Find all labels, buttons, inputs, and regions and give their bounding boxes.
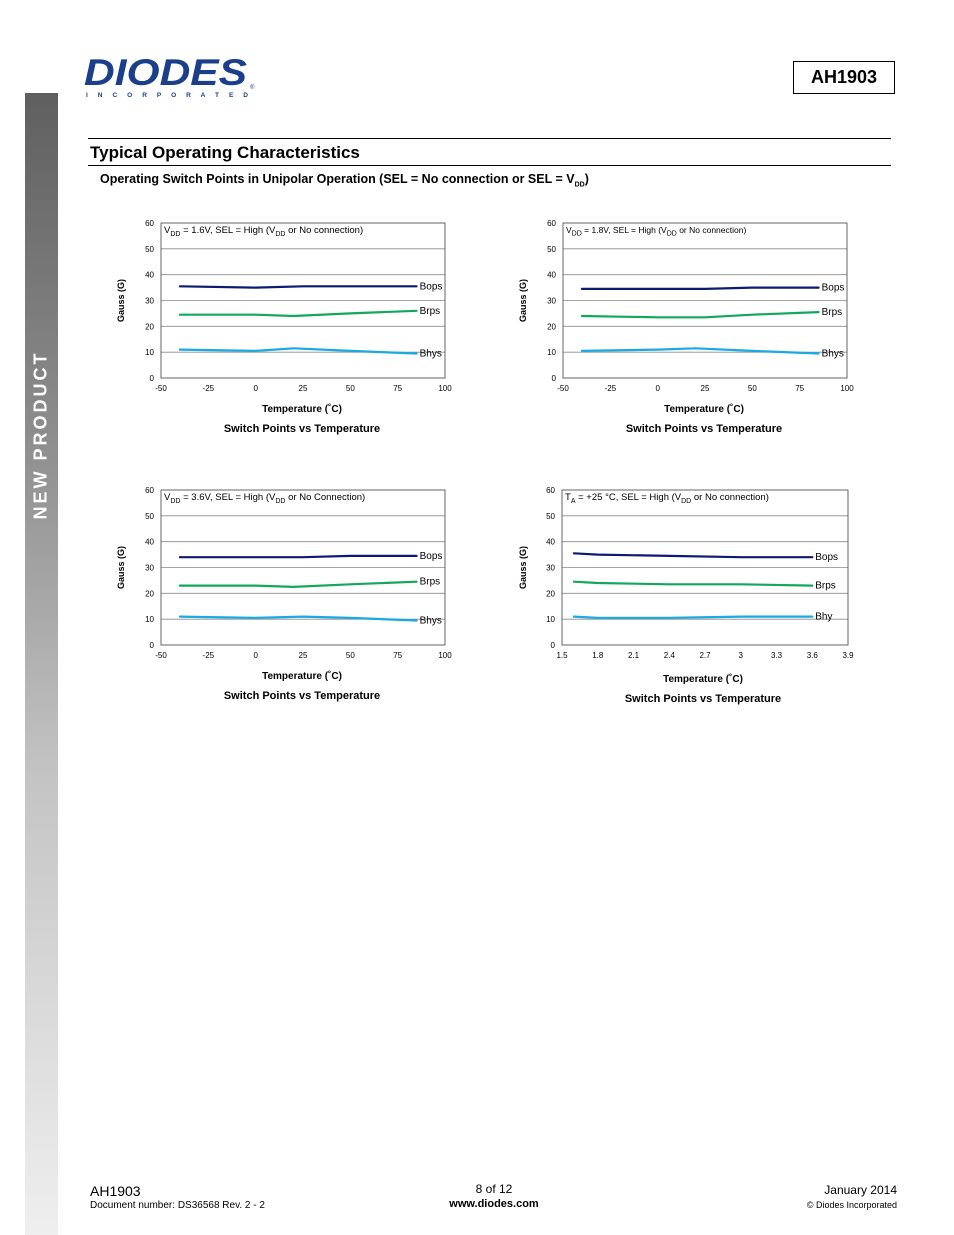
chart-4-series-bops-label: Bops bbox=[815, 552, 839, 564]
chart-3-y-tick-label: 0 bbox=[149, 641, 154, 650]
diodes-logo bbox=[84, 53, 259, 99]
logo-incorporated: I N C O R P O R A T E D bbox=[86, 92, 249, 99]
chart-2-x-axis-label: Temperature (˚C) bbox=[664, 404, 744, 415]
chart-2-x-tick-label: 75 bbox=[795, 384, 805, 393]
chart-3-x-tick-label: 0 bbox=[253, 651, 258, 660]
chart-1-series-bops-label: Bops bbox=[419, 281, 443, 293]
title-rule-bottom bbox=[88, 165, 891, 166]
chart-2-x-tick-label: 25 bbox=[700, 384, 710, 393]
logo-wordmark: DIODES bbox=[84, 53, 248, 93]
chart-1-annotation: $V_{DD} = 1.6V$, SEL = High ($V_{DD}$ or No connection) bbox=[164, 225, 364, 238]
chart-1-x-tick-label: 50 bbox=[345, 384, 355, 393]
footer-date: January 2014 bbox=[824, 1183, 897, 1197]
chart-3-annotation: $V_{DD} = 3.6V$, SEL = High ($V_{DD}$ or No Connection) bbox=[164, 492, 366, 505]
chart-2-x-tick-label: 50 bbox=[747, 384, 757, 393]
chart-4-y-tick-label: 20 bbox=[546, 589, 555, 599]
chart-4-x-tick-label: 2.4 bbox=[663, 651, 675, 660]
chart-1-y-tick-label: 30 bbox=[145, 296, 154, 306]
section-subtitle: Operating Switch Points in Unipolar Operation (SEL = No connection or SEL = $V_{DD}$) bbox=[100, 172, 589, 189]
chart-3-y-tick-label: 40 bbox=[145, 537, 154, 547]
chart-1-series-brps-label: Brps bbox=[419, 305, 441, 317]
chart-1-y-tick-label: 0 bbox=[149, 374, 154, 383]
chart-3-x-tick-label: 100 bbox=[438, 651, 452, 660]
title-rule-top bbox=[88, 138, 891, 139]
chart-1-x-tick-label: -50 bbox=[155, 384, 167, 393]
chart-2-plot bbox=[512, 215, 872, 395]
chart-3-y-tick-label: 30 bbox=[145, 563, 154, 573]
chart-1-x-tick-label: -25 bbox=[202, 384, 215, 393]
chart-4-series-bhy-line bbox=[574, 617, 812, 618]
chart-1-y-tick-label: 20 bbox=[145, 322, 154, 332]
footer-page-number: 8 of 12 bbox=[475, 1182, 513, 1196]
chart-1-y-tick-label: 40 bbox=[145, 270, 154, 280]
chart-3-plot bbox=[110, 482, 470, 662]
chart-4-series-brps-label: Brps bbox=[815, 580, 836, 592]
chart-2-y-tick-label: 30 bbox=[547, 296, 556, 306]
chart-1-caption: Switch Points vs Temperature bbox=[223, 423, 381, 435]
chart-2-y-tick-label: 60 bbox=[547, 219, 556, 228]
chart-4-x-tick-label: 3.6 bbox=[806, 651, 818, 660]
chart-1-y-tick-label: 60 bbox=[145, 219, 154, 228]
chart-3-series-brps-line bbox=[180, 582, 417, 587]
chart-1-y-tick-label: 10 bbox=[145, 348, 154, 358]
side-banner bbox=[25, 93, 58, 1235]
chart-4-y-tick-label: 30 bbox=[546, 563, 555, 573]
chart-2-series-brps-line bbox=[582, 312, 819, 317]
chart-4-x-tick-label: 1.8 bbox=[592, 651, 604, 660]
footer-center bbox=[394, 1182, 594, 1210]
chart-3-x-axis-label: Temperature (˚C) bbox=[262, 671, 342, 682]
chart-2-caption: Switch Points vs Temperature bbox=[625, 423, 783, 435]
chart-1-x-axis-label: Temperature (˚C) bbox=[262, 404, 342, 415]
chart-4-y-tick-label: 60 bbox=[546, 486, 555, 495]
chart-3-x-tick-label: -50 bbox=[155, 651, 167, 660]
chart-3-series-bhys-label: Bhys bbox=[419, 615, 442, 627]
chart-2-x-tick-label: -25 bbox=[604, 384, 617, 393]
chart-1-y-axis-label: Gauss (G) bbox=[116, 278, 126, 323]
chart-2-y-axis-label: Gauss (G) bbox=[518, 278, 528, 323]
chart-1-y-tick-label: 50 bbox=[145, 244, 154, 254]
chart-3-x-tick-label: 75 bbox=[393, 651, 403, 660]
side-banner-label: NEW PRODUCT bbox=[30, 350, 51, 520]
chart-2-x-tick-label: 0 bbox=[655, 384, 660, 393]
chart-2-y-tick-label: 40 bbox=[547, 270, 556, 280]
chart-4-x-tick-label: 3.9 bbox=[842, 651, 854, 660]
chart-4-x-tick-label: 3.3 bbox=[770, 651, 783, 660]
chart-2-series-bhys-line bbox=[582, 348, 819, 353]
chart-1-series-brps-line bbox=[180, 311, 417, 316]
footer-right bbox=[807, 1183, 897, 1210]
footer-website-link[interactable]: www.diodes.com bbox=[449, 1198, 539, 1210]
chart-2-y-tick-label: 50 bbox=[547, 244, 556, 254]
chart-3-y-tick-label: 20 bbox=[145, 589, 154, 599]
chart-2-annotation: $V_{DD} = 1.8V$, SEL = High ($V_{DD}$ or No connection) bbox=[566, 225, 747, 238]
chart-4-y-tick-label: 0 bbox=[550, 641, 555, 650]
chart-4-x-axis-label: Temperature (˚C) bbox=[663, 674, 743, 685]
chart-3-y-axis-label: Gauss (G) bbox=[116, 545, 126, 590]
chart-1-x-tick-label: 25 bbox=[298, 384, 308, 393]
chart-4-x-tick-label: 2.1 bbox=[627, 651, 640, 660]
footer-copyright: © Diodes Incorporated bbox=[806, 1200, 897, 1210]
chart-3-x-tick-label: -25 bbox=[202, 651, 215, 660]
chart-4-y-tick-label: 10 bbox=[546, 615, 555, 625]
footer-part-number: AH1903 bbox=[90, 1183, 141, 1199]
chart-1-plot bbox=[110, 215, 470, 395]
chart-3-caption: Switch Points vs Temperature bbox=[223, 690, 381, 702]
chart-3-series-bops-label: Bops bbox=[419, 550, 443, 562]
chart-2-series-brps-label: Brps bbox=[821, 307, 843, 319]
chart-1-x-tick-label: 75 bbox=[393, 384, 403, 393]
chart-1-x-tick-label: 0 bbox=[253, 384, 258, 393]
chart-4-series-bhy-label: Bhy bbox=[815, 611, 833, 623]
chart-4-series-bops-line bbox=[574, 553, 812, 557]
section-title: Typical Operating Characteristics bbox=[90, 143, 360, 162]
chart-3-y-tick-label: 60 bbox=[145, 486, 154, 495]
chart-4-caption: Switch Points vs Temperature bbox=[624, 693, 782, 705]
chart-3-series-bops-line bbox=[180, 556, 417, 557]
chart-3-series-brps-label: Brps bbox=[419, 576, 441, 588]
chart-2-series-bops-label: Bops bbox=[821, 282, 845, 294]
chart-2-y-tick-label: 10 bbox=[547, 348, 556, 358]
chart-2-series-bops-line bbox=[582, 288, 819, 289]
chart-2-x-tick-label: -50 bbox=[557, 384, 569, 393]
chart-1-x-tick-label: 100 bbox=[438, 384, 452, 393]
chart-1-series-bops-line bbox=[180, 286, 417, 287]
chart-2-x-tick-label: 100 bbox=[840, 384, 854, 393]
footer-left bbox=[90, 1183, 265, 1211]
chart-3-x-tick-label: 25 bbox=[298, 651, 308, 660]
chart-1-series-bhys-label: Bhys bbox=[419, 348, 442, 360]
chart-4-y-axis-label: Gauss (G) bbox=[518, 545, 528, 590]
chart-3-series-bhys-line bbox=[180, 617, 417, 621]
chart-4-x-tick-label: 1.5 bbox=[556, 651, 568, 660]
chart-4-x-tick-label: 2.7 bbox=[699, 651, 711, 660]
chart-3-y-tick-label: 50 bbox=[145, 511, 154, 521]
logo-registered-mark: ® bbox=[250, 85, 255, 91]
chart-2-series-bhys-label: Bhys bbox=[821, 348, 844, 360]
chart-3-x-tick-label: 50 bbox=[345, 651, 355, 660]
chart-2-y-tick-label: 0 bbox=[551, 374, 556, 383]
chart-4-series-brps-line bbox=[574, 582, 812, 586]
chart-4-annotation: $T_A = +25$ °C, SEL = High ($V_{DD}$ or No connection) bbox=[565, 492, 769, 505]
chart-4-plot bbox=[512, 482, 872, 662]
chart-4-y-tick-label: 40 bbox=[546, 537, 555, 547]
chart-4-y-tick-label: 50 bbox=[546, 511, 555, 521]
chart-3-y-tick-label: 10 bbox=[145, 615, 154, 625]
chart-1-series-bhys-line bbox=[180, 348, 417, 353]
chart-2-y-tick-label: 20 bbox=[547, 322, 556, 332]
part-number-box: AH1903 bbox=[793, 61, 895, 94]
footer-document-number: Document number: DS36568 Rev. 2 - 2 bbox=[90, 1200, 265, 1211]
chart-4-x-tick-label: 3 bbox=[738, 651, 743, 660]
